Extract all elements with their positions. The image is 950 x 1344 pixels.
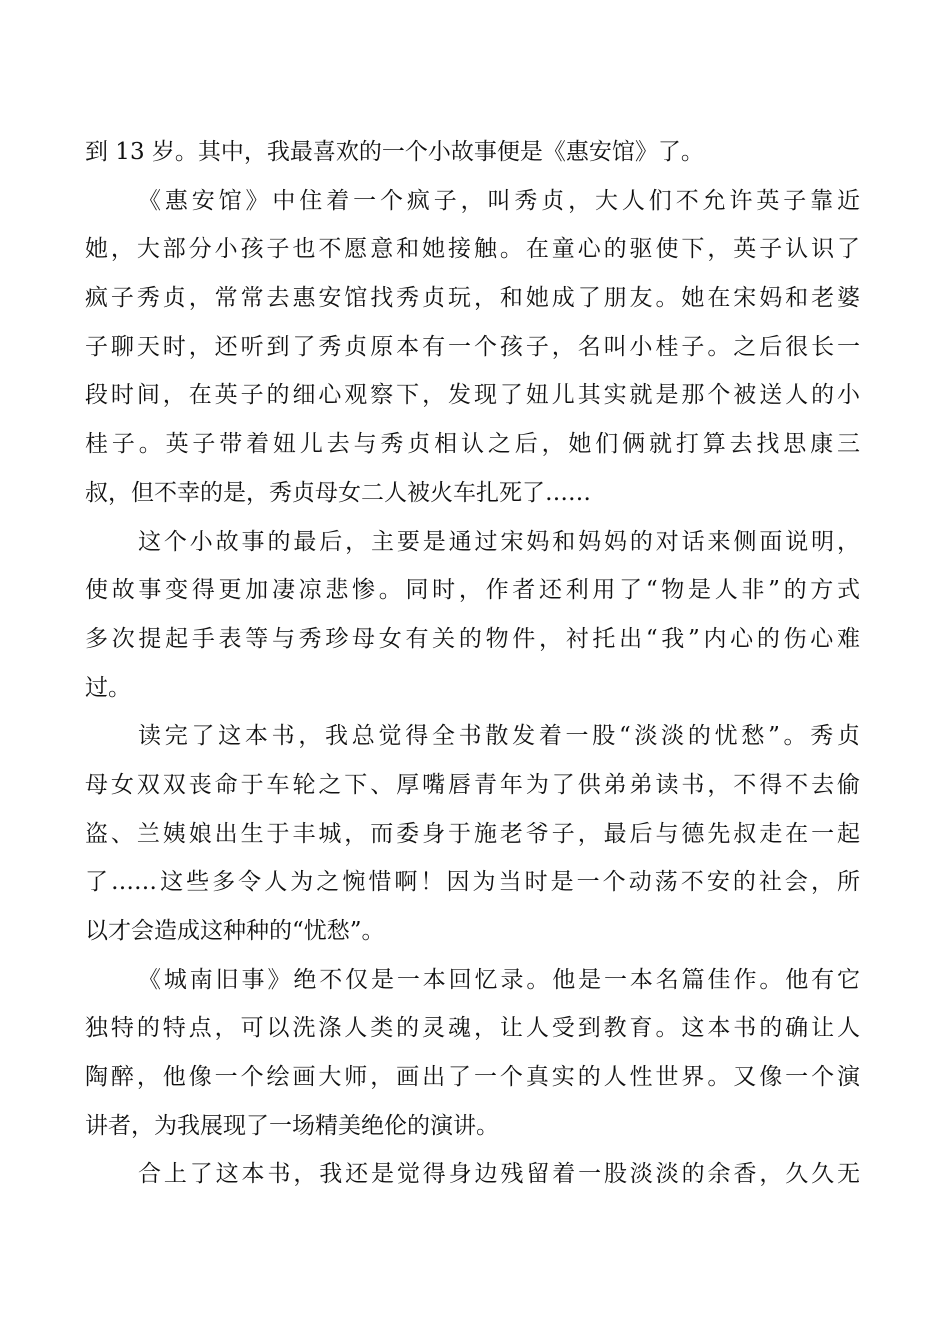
paragraph-first-line: 这个小故事的最后，主要是通过宋妈和妈妈的对话来侧面说明， <box>138 528 860 555</box>
text-line: 桂子。英子带着妞儿去与秀贞相认之后，她们俩就打算去找思康三 <box>85 431 860 458</box>
text-line: 叔，但不幸的是，秀贞母女二人被火车扎死了…… <box>85 479 591 506</box>
paragraph-first-line: 读完了这本书，我总觉得全书散发着一股“淡淡的忧愁”。秀贞 <box>138 723 860 750</box>
text-line: 母女双双丧命于车轮之下、厚嘴唇青年为了供弟弟读书，不得不去偷 <box>85 771 860 798</box>
text-line: 到 13 岁。其中，我最喜欢的一个小故事便是《惠安馆》了。 <box>85 139 704 165</box>
text-line: 讲者，为我展现了一场精美绝伦的演讲。 <box>85 1112 499 1139</box>
paragraph-first-line: 合上了这本书，我还是觉得身边残留着一股淡淡的余香，久久无 <box>138 1161 860 1188</box>
text-line: 独特的特点，可以洗涤人类的灵魂，让人受到教育。这本书的确让人 <box>85 1015 860 1042</box>
text-line: 以才会造成这种种的“忧愁”。 <box>85 918 385 944</box>
body-text <box>85 128 860 1199</box>
text-line: 使故事变得更加凄凉悲惨。同时，作者还利用了“物是人非”的方式 <box>85 577 860 604</box>
text-line: 她，大部分小孩子也不愿意和她接触。在童心的驱使下，英子认识了 <box>85 236 860 263</box>
text-line: 了……这些多令人为之惋惜啊！因为当时是一个动荡不安的社会，所 <box>85 869 860 896</box>
text-line: 子聊天时，还听到了秀贞原本有一个孩子，名叫小桂子。之后很长一 <box>85 333 860 360</box>
text-line: 段时间，在英子的细心观察下，发现了妞儿其实就是那个被送人的小 <box>85 382 860 409</box>
text-line: 盗、兰姨娘出生于丰城，而委身于施老爷子，最后与德先叔走在一起 <box>85 820 860 847</box>
text-line: 疯子秀贞，常常去惠安馆找秀贞玩，和她成了朋友。她在宋妈和老婆 <box>85 285 860 312</box>
paragraph-first-line: 《惠安馆》中住着一个疯子，叫秀贞，大人们不允许英子靠近 <box>138 187 860 214</box>
text-line: 陶醉，他像一个绘画大师，画出了一个真实的人性世界。又像一个演 <box>85 1064 860 1091</box>
text-line: 过。 <box>85 674 131 701</box>
paragraph-first-line: 《城南旧事》绝不仅是一本回忆录。他是一本名篇佳作。他有它 <box>138 966 860 993</box>
text-line: 多次提起手表等与秀珍母女有关的物件，衬托出“我”内心的伤心难 <box>85 625 860 652</box>
